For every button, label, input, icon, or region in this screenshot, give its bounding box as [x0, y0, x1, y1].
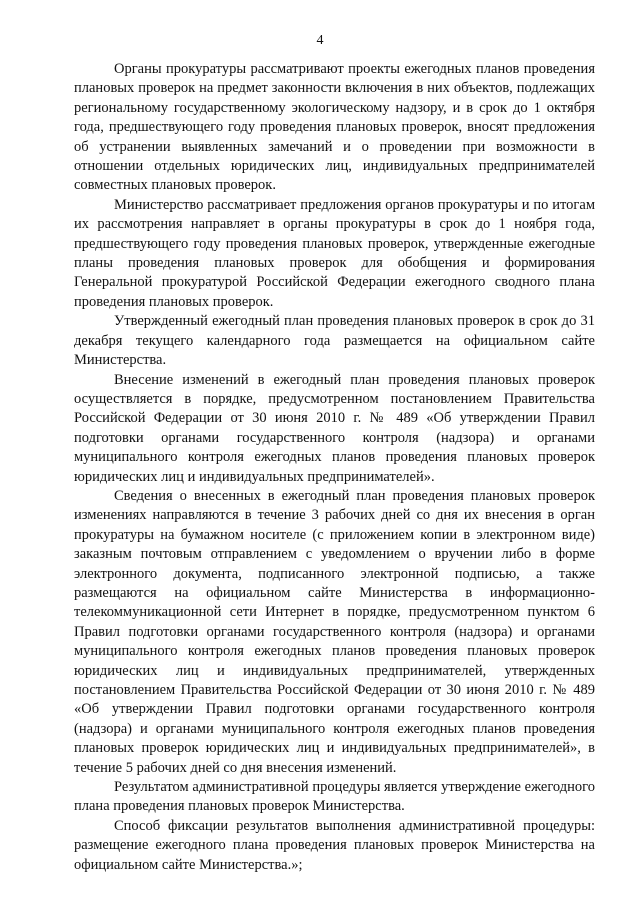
paragraph-amendment-notification: Сведения о внесенных в ежегодный план проведения плановых проверок изменениях направляются в течение 3 рабочих дней со дня их внесения в орган прокуратуры на бумажном носителе (с приложением копии в электронном виде) заказным почтовым отправлением с уведомлением о вручении либо в форме электронного документа, подписанного электронной подписью, а также размещаются на официальном сайте Министерства в информационно-телекоммуникационной сети Интернет в порядке, предусмотренном пунктом 6 Правил подготовки органами государственного контроля (надзора) и органами муниципального контроля ежегодных планов проведения плановых проверок юридических лиц и индивидуальных предпринимателей, утвержденных постановлением Правительства Российской Федерации от 30 июня 2010 г. № 489 «Об утверждении Правил подготовки органами государственного контроля (надзора) и органами муниципального контроля ежегодных планов проведения плановых проверок юридических лиц и индивидуальных предпринимателей», в течение 5 рабочих дней со дня внесения изменений. [74, 487, 595, 776]
paragraph-ministry-review: Министерство рассматривает предложения органов прокуратуры и по итогам их рассмотрения направляет в органы прокуратуры в срок до 1 ноября года, предшествующего году проведения плановых проверок, утвержденные ежегодные планы проведения плановых проверок для обобщения и формирования Генеральной прокуратурой Российской Федерации ежегодного сводного плана проведения плановых проверок. [74, 196, 595, 310]
paragraph-plan-publication: Утвержденный ежегодный план проведения плановых проверок в срок до 31 декабря текущего календарного года размещается на официальном сайте Министерства. [74, 313, 595, 369]
document-body [74, 60, 595, 875]
paragraph-result-fixation: Способ фиксации результатов выполнения административной процедуры: размещение ежегодного плана проведения плановых проверок Министерства на официальном сайте Министерства.»; [74, 817, 595, 873]
paragraph-prosecutor-review: Органы прокуратуры рассматривают проекты ежегодных планов проведения плановых проверок на предмет законности включения в них объектов, подлежащих региональному государственному экологическому надзору, и в срок до 1 октября года, предшествующего году проведения плановых проверок, вносят предложения об устранении выявленных замечаний и о проведении при возможности в отношении отдельных юридических лиц, индивидуальных предпринимателей совместных плановых проверок. [74, 61, 595, 194]
paragraph-plan-amendments: Внесение изменений в ежегодный план проведения плановых проверок осуществляется в порядке, предусмотренном постановлением Правительства Российской Федерации от 30 июня 2010 г. № 489 «Об утверждении Правил подготовки органами государственного контроля (надзора) и органами муниципального контроля ежегодных планов проведения плановых проверок юридических лиц и индивидуальных предпринимателей». [74, 371, 595, 485]
paragraph-procedure-result: Результатом административной процедуры является утверждение ежегодного плана проведения плановых проверок Министерства. [74, 779, 595, 815]
page-number: 4 [316, 33, 324, 48]
